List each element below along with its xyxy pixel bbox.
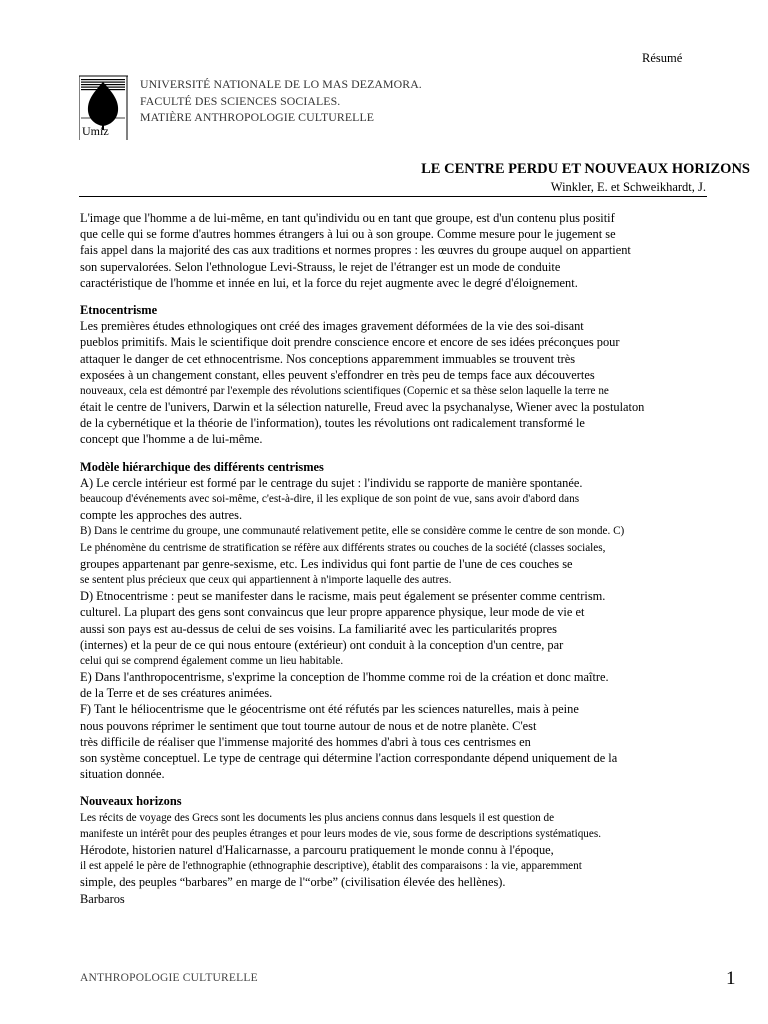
text-line: Hérodote, historien naturel d'Halicarnasse, a parcouru pratiquement le monde connu à l'époque,	[80, 842, 554, 857]
text-line: Barbaros	[80, 891, 125, 906]
text-line: exposées à un changement constant, elles peuvent s'effondrer en très peu de temps face aux découvertes	[80, 367, 595, 382]
document-body	[80, 210, 740, 907]
text-line: B) Dans le centrime du groupe, une communauté relativement petite, elle se considère comme le centre de son monde. C)	[80, 525, 625, 538]
text-line: pueblos primitifs. Mais le scientifique doit prendre conscience encore et encore de ses idées préconçues pour	[80, 335, 620, 350]
text-line: que celle qui se forme d'autres hommes étrangers à lui ou à son groupe. Comme mesure pour le jugement se	[80, 227, 616, 242]
text-line: caractéristique de l'homme et innée en lui, et la force du rejet augmente avec le degré d'éloignement.	[80, 275, 578, 290]
university-logo	[79, 74, 128, 141]
text-line: D) Etnocentrisme : peut se manifester dans le racisme, mais peut également se présenter comme centrism.	[80, 589, 606, 604]
section-nouveaux-horizons	[80, 793, 740, 906]
intro-paragraph	[80, 210, 740, 291]
text-line: nouveaux, cela est démontré par l'exemple des révolutions scientifiques (Copernic et sa thèse selon laquelle la terre ne	[80, 384, 609, 397]
text-line: était le centre de l'univers, Darwin et la sélection naturelle, Freud avec la psychanalyse, Wiener avec la postulaton	[80, 400, 645, 415]
text-line: il est appelé le père de l'ethnographie (ethnographie descriptive), établit des comparaisons : la vie, apparemment	[80, 860, 582, 873]
text-line: situation donnée.	[80, 767, 165, 782]
text-line: concept que l'homme a de lui-même.	[80, 432, 263, 447]
institution-subject: MATIÈRE ANTHROPOLOGIE CULTURELLE	[140, 110, 375, 124]
header-divider	[79, 196, 707, 197]
text-line: A) Le cercle intérieur est formé par le centrage du sujet : l'individu se rapporte de manière spontanée.	[80, 475, 583, 490]
text-line: son supervalorées. Selon l'ethnologue Levi-Strauss, le rejet de l'étranger est un mode de conduite	[80, 259, 561, 274]
text-line: simple, des peuples “barbares” en marge de l'“orbe” (civilisation élevée des hellènes).	[80, 875, 506, 890]
text-line: groupes appartenant par genre-sexisme, etc. Les individus qui font partie de l'une de ces couches se	[80, 556, 573, 571]
text-line: E) Dans l'anthropocentrisme, s'exprime la conception de l'homme comme roi de la création et donc maître.	[80, 670, 609, 685]
text-line: F) Tant le héliocentrisme que le géocentrisme ont été réfutés par les sciences naturelles, mais à peine	[80, 702, 579, 717]
text-line: celui qui se comprend également comme un lieu habitable.	[80, 654, 344, 667]
section-heading: Modèle hiérarchique des différents centrismes	[80, 459, 324, 474]
text-line: se sentent plus précieux que ceux qui appartiennent à n'importe laquelle des autres.	[80, 573, 452, 586]
text-line: manifeste un intérêt pour des peuples étranges et pour leurs modes de vie, sous forme de descriptions systématiques.	[80, 827, 602, 840]
section-etnocentrisme	[80, 302, 740, 448]
logo-text: Umiz	[82, 124, 109, 138]
institution-university: UNIVERSITÉ NATIONALE DE LO MAS DEZAMORA.	[140, 77, 422, 91]
section-heading: Etnocentrisme	[80, 302, 158, 317]
text-line: de la Terre et de ses créatures animées.	[80, 686, 273, 701]
section-modele	[80, 459, 740, 783]
document-authors: Winkler, E. et Schweikhardt, J.	[550, 180, 706, 194]
text-line: nous pouvons réprimer le sentiment que tout tourne autour de nous et de notre planète. C'est	[80, 718, 537, 733]
text-line: Les premières études ethnologiques ont créé des images gravement déformées de la vie des soi-disant	[80, 319, 584, 334]
text-line: L'image que l'homme a de lui-même, en tant qu'individu ou en tant que groupe, est d'un contenu plus positif	[80, 211, 615, 225]
section-heading: Nouveaux horizons	[80, 794, 182, 809]
text-line: fais appel dans la majorité des cas aux traditions et normes propres : les œuvres du groupe auquel on appartient	[80, 243, 631, 258]
text-line: Les récits de voyage des Grecs sont les documents les plus anciens connus dans lesquels il est question de	[80, 811, 555, 824]
text-line: Le phénomène du centrisme de stratification se réfère aux différents strates ou couches de la société (classes sociales,	[80, 541, 606, 554]
document-label: Résumé	[642, 51, 683, 65]
footer-course: ANTHROPOLOGIE CULTURELLE	[80, 972, 258, 984]
text-line: attaquer le danger de cet ethnocentrisme. Nos conceptions apparemment immuables se trouvent très	[80, 351, 576, 366]
text-line: culturel. La plupart des gens sont convaincus que leur propre apparence physique, leur mode de vie et	[80, 605, 585, 620]
institution-faculty: FACULTÉ DES SCIENCES SOCIALES.	[140, 94, 341, 108]
text-line: très difficile de réaliser que l'immense majorité des hommes d'abri à tous ces centrismes en	[80, 734, 531, 749]
page-number: 1	[726, 968, 736, 989]
text-line: de la cybernétique et la théorie de l'information), toutes les révolutions ont radicalement transformé le	[80, 416, 585, 431]
document-title: LE CENTRE PERDU ET NOUVEAUX HORIZONS	[421, 161, 750, 177]
text-line: (internes) et la peur de ce qui nous entoure (extérieur) ont conduit à la conception d'un centre, par	[80, 637, 564, 652]
text-line: beaucoup d'événements avec soi-même, c'est-à-dire, il les explique de son point de vue, sans avoir d'abord dans	[80, 493, 580, 505]
text-line: son système conceptuel. Le type de centrage qui détermine l'action correspondante dépend uniquement de la	[80, 751, 618, 765]
text-line: aussi son pays est au-dessus de celui de ses voisins. La familiarité avec les particularités propres	[80, 621, 557, 636]
text-line: compte les approches des autres.	[80, 508, 243, 523]
